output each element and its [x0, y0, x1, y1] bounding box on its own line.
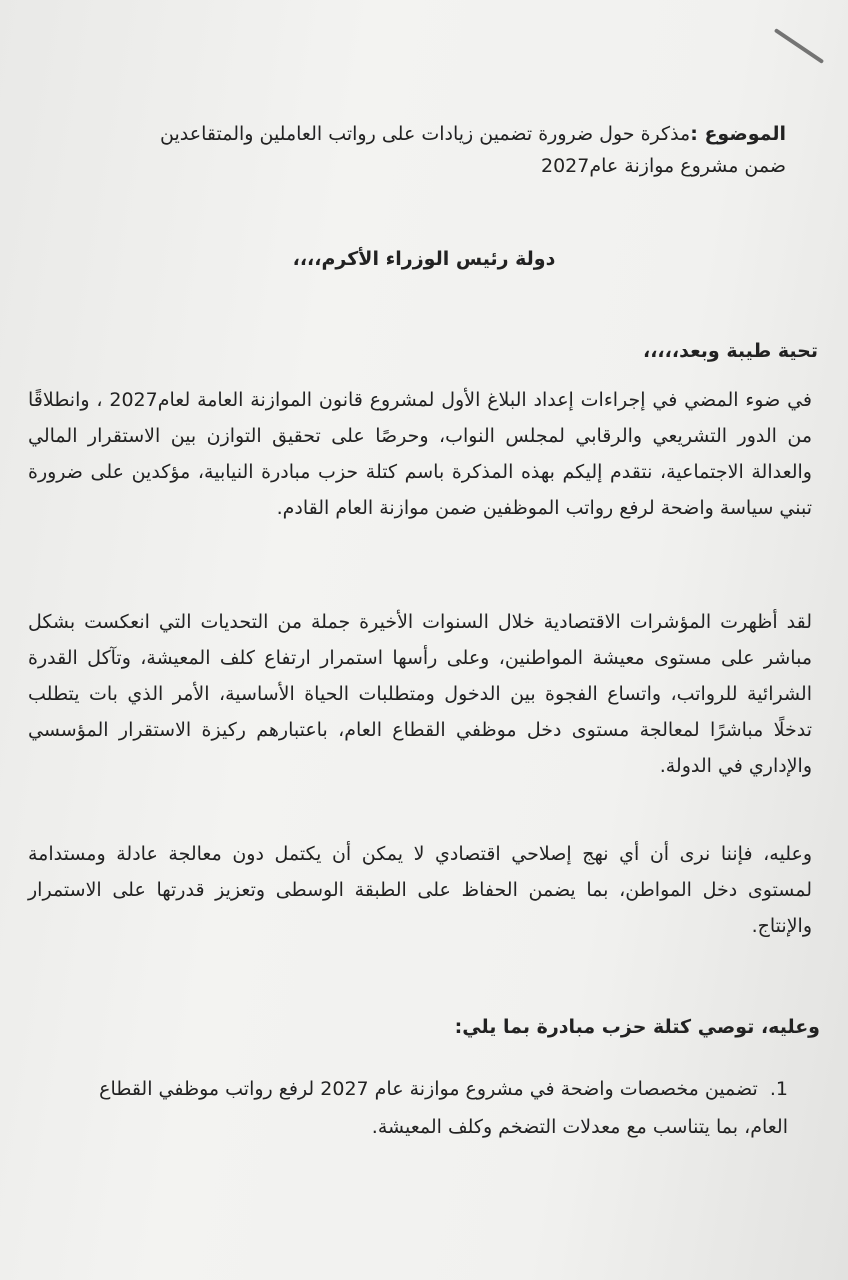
paragraph-1: في ضوء المضي في إجراءات إعداد البلاغ الأول لمشروع قانون الموازنة العامة لعام2027 ، وانطلاقًا من الدور التشريعي والرقابي لمجلس النواب، وحرصًا على تحقيق التوازن بين الاستقرار المالي والعدالة الاجتماعية، نتقدم إليكم بهذه المذكرة باسم كتلة حزب مبادرة النيابية، مؤكدين على ضرورة تبني سياسة واضحة لرفع رواتب الموظفين ضمن موازنة العام القادم. — [28, 389, 813, 519]
list-item — [88, 1070, 788, 1146]
recommendations-list — [88, 1070, 788, 1146]
pen-stroke-mark — [774, 28, 824, 64]
subject-line-2: ضمن مشروع موازنة عام2027 — [541, 155, 786, 177]
greeting: تحية طيبة وبعد،،،،، — [643, 340, 818, 362]
paragraph-3: وعليه، فإننا نرى أن أي نهج إصلاحي اقتصادي لا يمكن أن يكتمل دون معالجة عادلة ومستدامة لمستوى دخل المواطن، بما يضمن الحفاظ على الطبقة الوسطى وتعزيز قدرتها على الاستمرار والإنتاج. — [28, 843, 812, 937]
list-item-text: تضمين مخصصات واضحة في مشروع موازنة عام 2027 لرفع رواتب موظفي القطاع العام، بما يتناسب مع معدلات التضخم وكلف المعيشة. — [99, 1078, 788, 1138]
subject-line-1: مذكرة حول ضرورة تضمين زيادات على رواتب العاملين والمتقاعدين — [160, 123, 691, 145]
subject-block — [66, 118, 786, 182]
subject-label: الموضوع : — [690, 123, 786, 145]
salutation: دولة رئيس الوزراء الأكرم،،،، — [292, 248, 556, 270]
list-item-number: 1. — [769, 1078, 788, 1100]
recommendations-heading: وعليه، توصي كتلة حزب مبادرة بما يلي: — [454, 1016, 820, 1038]
paragraph-2: لقد أظهرت المؤشرات الاقتصادية خلال السنوات الأخيرة جملة من التحديات التي انعكست بشكل مباشر على مستوى معيشة المواطنين، وعلى رأسها استمرار ارتفاع كلف المعيشة، وتآكل القدرة الشرائية للرواتب، واتساع الفجوة بين الدخول ومتطلبات الحياة الأساسية، الأمر الذي بات يتطلب تدخلًا مباشرًا لمعالجة مستوى دخل موظفي القطاع العام، باعتبارهم ركيزة الاستقرار المؤسسي والإداري في الدولة. — [28, 611, 812, 777]
